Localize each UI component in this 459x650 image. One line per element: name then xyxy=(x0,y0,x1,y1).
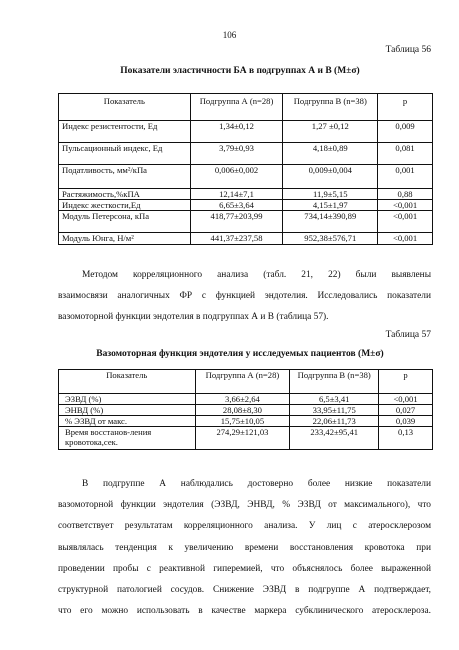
table-57-header-row xyxy=(59,370,433,394)
paragraph-line: что его можно использовать в качестве маркера субклинического атеросклероза. xyxy=(58,606,431,617)
table-cell: Растяжимость,%кПА xyxy=(59,189,191,200)
table-56-header-cell: Подгруппа А (n=28) xyxy=(190,94,283,121)
table-cell: 0,081 xyxy=(378,143,433,165)
table-cell: Модуль Петерсона, кПа xyxy=(59,211,191,233)
paragraph-line: проведении пробы с реактивной гиперемией, что объяснялось более выраженной xyxy=(58,563,431,574)
table-cell: 441,37±237,58 xyxy=(190,233,283,245)
table-56-title: Показатели эластичности БА в подгруппах А и В (М±σ) xyxy=(120,66,360,76)
table-57-label: Таблица 57 xyxy=(385,330,431,340)
table-57-header-cell: p xyxy=(379,370,433,394)
table-row xyxy=(59,427,433,450)
table-cell: 734,14±390,89 xyxy=(283,211,378,233)
table-cell: 6,5±3,41 xyxy=(290,394,379,405)
table-cell: % ЭЗВД от макс. xyxy=(59,416,196,427)
table-cell: 11,9±5,15 xyxy=(283,189,378,200)
table-cell: <0,001 xyxy=(378,233,433,245)
table-cell: 1,34±0,12 xyxy=(190,121,283,143)
table-56-header-cell: Подгруппа В (n=38) xyxy=(283,94,378,121)
table-cell: 0,001 xyxy=(378,165,433,189)
paragraph-line: Методом корреляционного анализа (табл. 21, 22) были выявлены xyxy=(82,270,431,280)
table-cell: 0,009 xyxy=(378,121,433,143)
table-row xyxy=(59,121,433,143)
table-cell: ЭНВД (%) xyxy=(59,405,196,416)
table-cell: 22,06±11,73 xyxy=(290,416,379,427)
table-row xyxy=(59,416,433,427)
table-56 xyxy=(58,93,433,245)
table-57-header-cell: Подгруппа В (n=38) xyxy=(290,370,379,394)
table-row xyxy=(59,394,433,405)
table-cell: 4,18±0,89 xyxy=(283,143,378,165)
table-row xyxy=(59,143,433,165)
paragraph-line: вазомоторной функции эндотелия в подгруппах А и В (таблица 57). xyxy=(58,312,329,323)
table-cell: <0,001 xyxy=(378,211,433,233)
table-row xyxy=(59,189,433,200)
table-cell: 952,38±576,71 xyxy=(283,233,378,245)
table-cell: Модуль Юнга, Н/м² xyxy=(59,233,191,245)
table-cell: 418,77±203,99 xyxy=(190,211,283,233)
paragraph-line: В подгруппе А наблюдались достоверно более низкие показатели xyxy=(82,479,431,489)
table-56-header-cell: p xyxy=(378,94,433,121)
paragraph-1 xyxy=(58,265,431,329)
table-cell: 3,66±2,64 xyxy=(195,394,290,405)
table-56-label: Таблица 56 xyxy=(385,45,431,55)
table-57-header-cell: Показатель xyxy=(59,370,196,394)
table-cell: 0,009±0,004 xyxy=(283,165,378,189)
table-57-header-cell: Подгруппа А (n=28) xyxy=(195,370,290,394)
table-56-header-row xyxy=(59,94,433,121)
table-row xyxy=(59,405,433,416)
paragraph-line: соответствует результатам корреляционного анализа. У лиц с атеросклерозом xyxy=(58,521,431,532)
table-56-header-cell: Показатель xyxy=(59,94,191,121)
table-cell: 3,79±0,93 xyxy=(190,143,283,165)
paragraph-line: вазомоторной функции эндотелия (ЭЗВД, ЭНВД, % ЭЗВД от максимального), что xyxy=(58,500,431,511)
table-cell: 233,42±95,41 xyxy=(290,427,379,450)
table-cell: Пульсационный индекс, Ед xyxy=(59,143,191,165)
table-cell: Время восстанов-ления кровотока,сек. xyxy=(59,427,196,450)
paragraph-line: структурной патологией сосудов. Снижение ЭЗВД в подгруппе А подтверждает, xyxy=(58,584,431,595)
table-cell: Индекс резистентости, Ед xyxy=(59,121,191,143)
table-cell: 12,14±7,1 xyxy=(190,189,283,200)
table-cell: 0,13 xyxy=(379,427,433,450)
table-cell: Индекс жесткости,Ед xyxy=(59,200,191,211)
table-57 xyxy=(58,369,433,450)
table-cell: 0,006±0,002 xyxy=(190,165,283,189)
page-number: 106 xyxy=(222,30,237,40)
table-cell: 274,29±121,03 xyxy=(195,427,290,450)
table-cell: ЭЗВД (%) xyxy=(59,394,196,405)
table-cell: 0,88 xyxy=(378,189,433,200)
table-cell: Податливость, мм²/кПа xyxy=(59,165,191,189)
table-row xyxy=(59,233,433,245)
paragraph-line: взаимосвязи аналогичных ФР с функцией эндотелия. Исследовались показатели xyxy=(58,291,431,302)
table-row xyxy=(59,165,433,189)
table-cell: 4,15±1,97 xyxy=(283,200,378,211)
table-cell: 6,65±3,64 xyxy=(190,200,283,211)
paragraph-2 xyxy=(58,474,431,622)
table-cell: 0,027 xyxy=(379,405,433,416)
table-cell: <0,001 xyxy=(378,200,433,211)
paragraph-line: выявлялась тенденция к увеличению времени восстановления кровотока при xyxy=(58,542,431,553)
table-row xyxy=(59,211,433,233)
table-cell: 0,039 xyxy=(379,416,433,427)
table-cell: 33,95±11,75 xyxy=(290,405,379,416)
table-row xyxy=(59,200,433,211)
table-cell: <0,001 xyxy=(379,394,433,405)
table-57-title: Вазомоторная функция эндотелия у исследуемых пациентов (М±σ) xyxy=(96,349,384,359)
table-cell: 28,08±8,30 xyxy=(195,405,290,416)
table-cell: 1,27 ±0,12 xyxy=(283,121,378,143)
table-cell: 15,75±10,05 xyxy=(195,416,290,427)
